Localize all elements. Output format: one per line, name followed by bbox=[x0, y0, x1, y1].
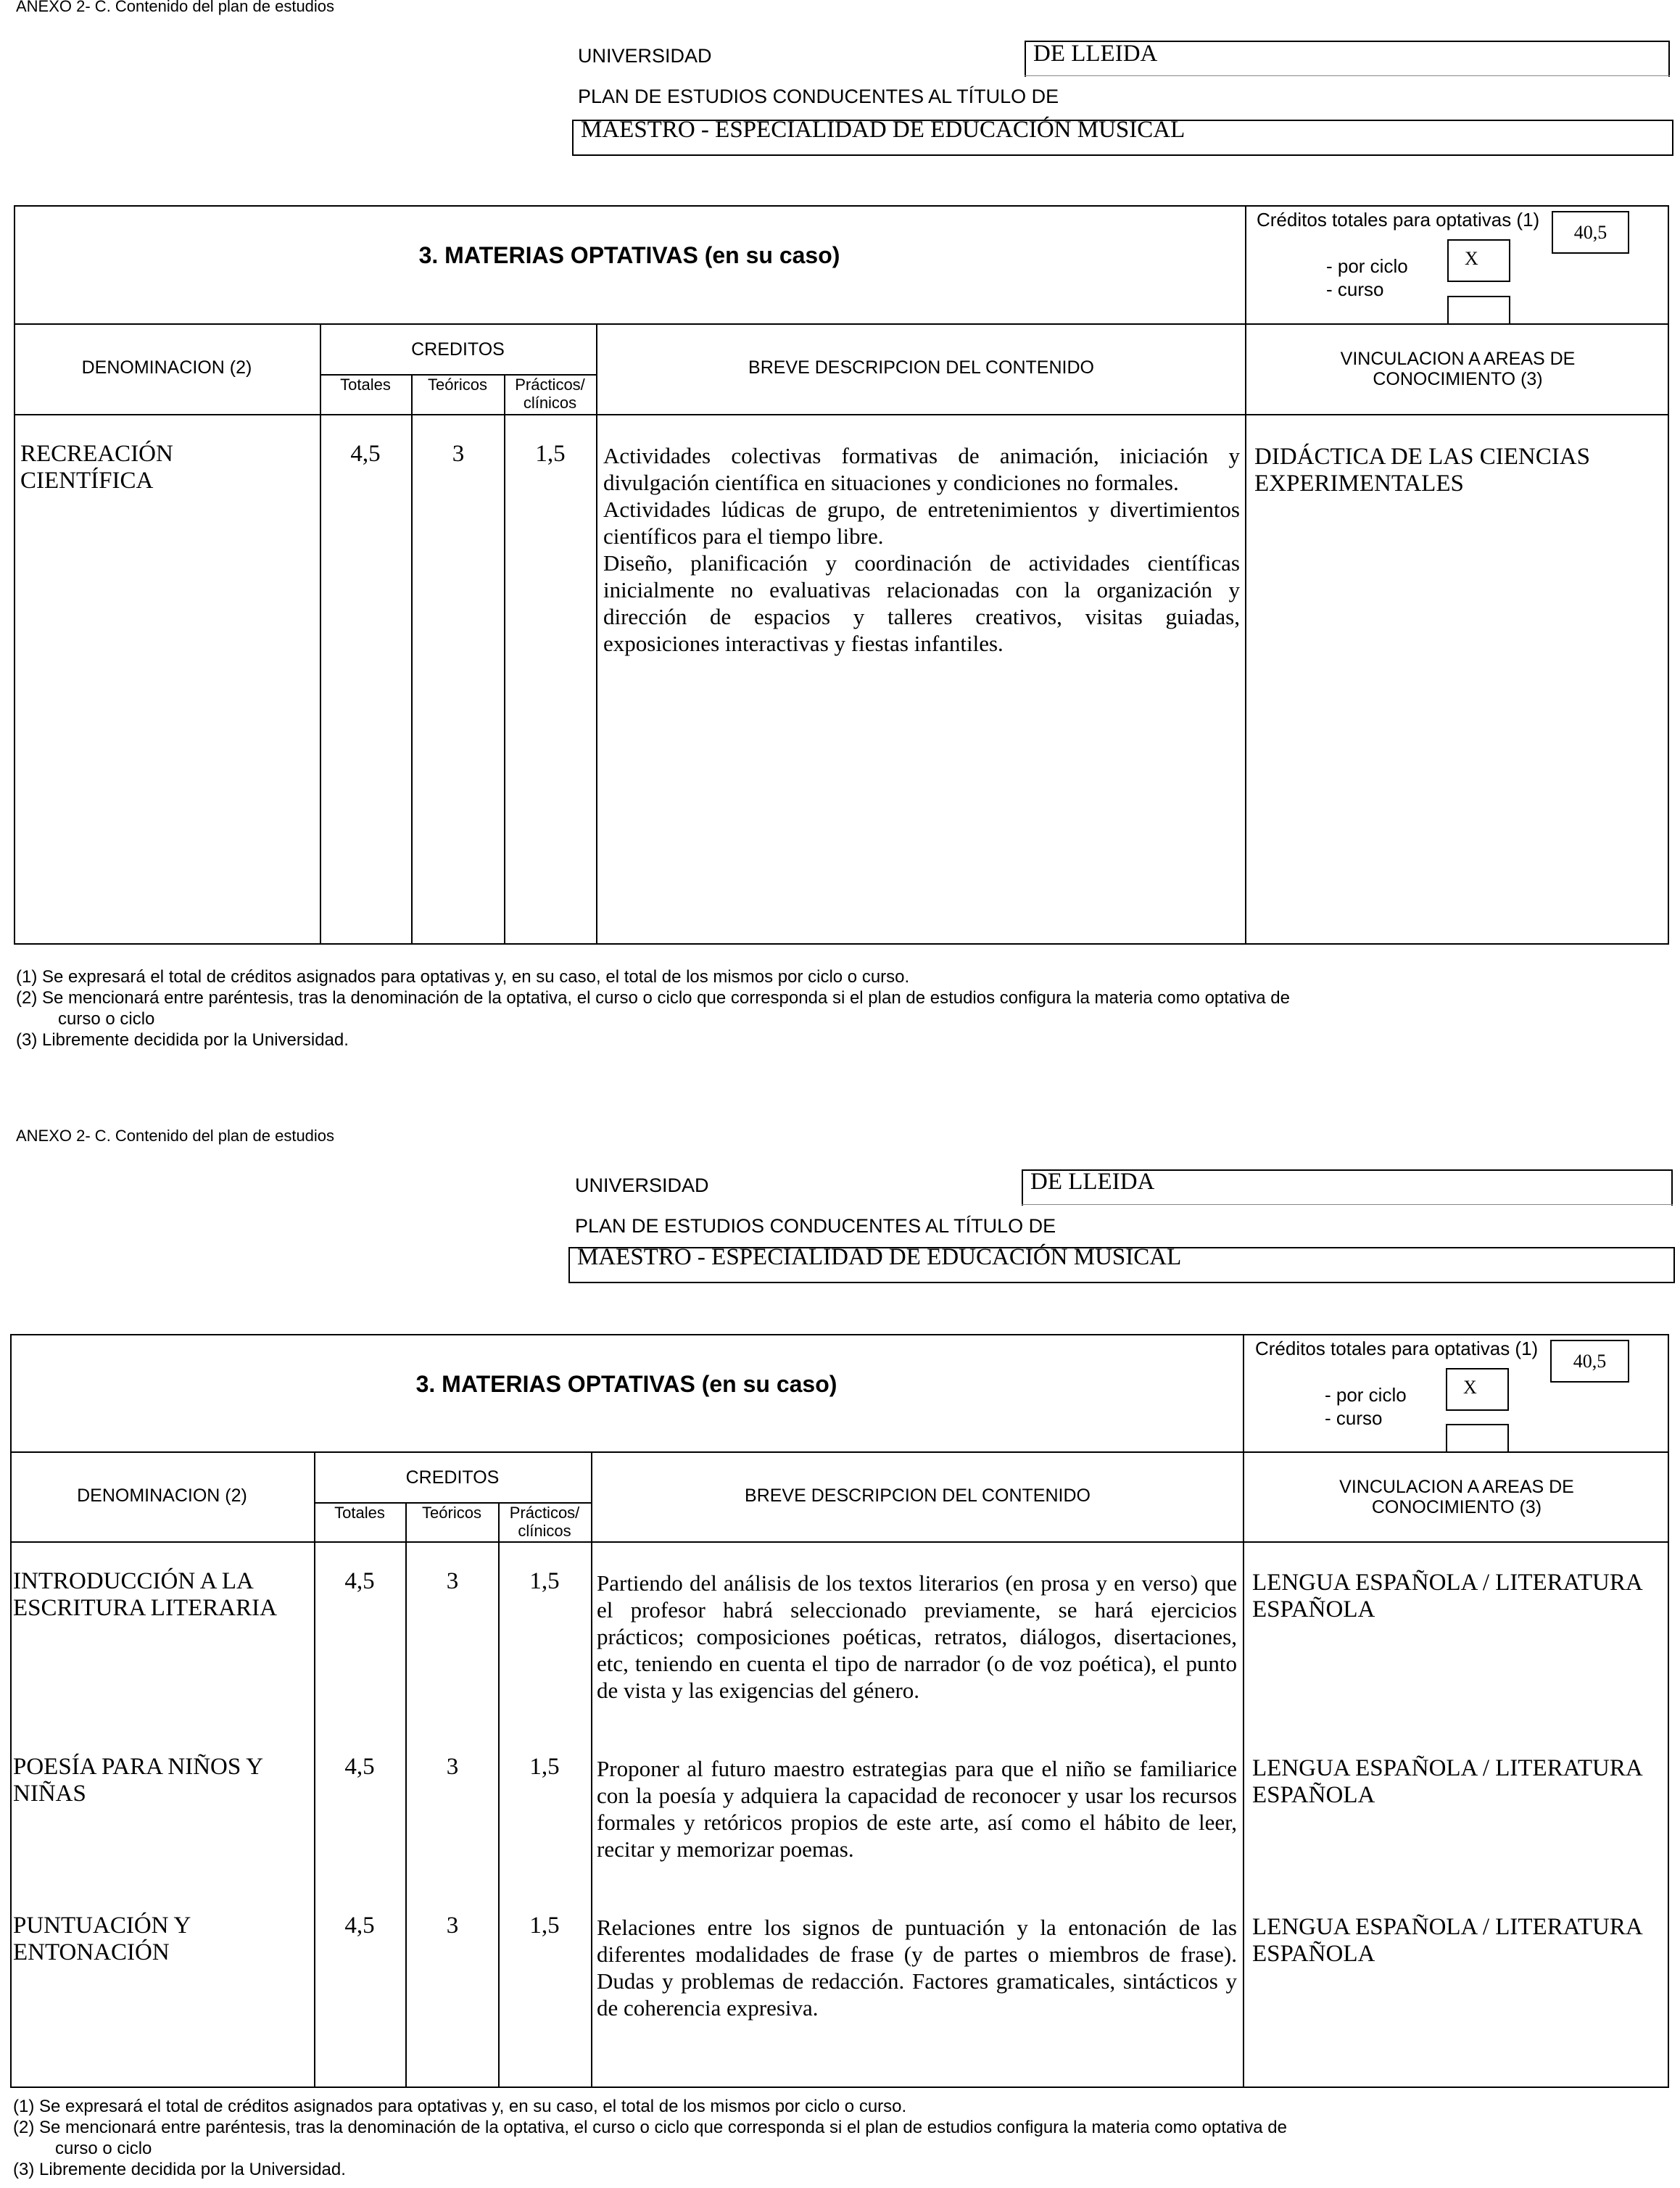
titulo-value: MAESTRO - ESPECIALIDAD DE EDUCACIÓN MUSICAL bbox=[581, 117, 1185, 143]
creditos-totales-label: Créditos totales para optativas (1) bbox=[1255, 1338, 1539, 1359]
row-descripcion: Partiendo del análisis de los textos literarios (en prosa y en verso) que el profesor habrá seleccionado previamente, se hará ejercicios prácticos; composiciones poéticas, retratos, diálogos, disertaciones, etc, teniendo en cuenta el tipo de narrador (o de voz poética), el punto de vista y las exigencias del género. bbox=[597, 1570, 1237, 1703]
row-vinculacion: DIDÁCTICA DE LAS CIENCIAS EXPERIMENTALES bbox=[1254, 444, 1590, 497]
plan-label: PLAN DE ESTUDIOS CONDUCENTES AL TÍTULO DE bbox=[578, 86, 1059, 107]
row-teoricos: 3 bbox=[446, 1913, 459, 1939]
header-descripcion: BREVE DESCRIPCION DEL CONTENIDO bbox=[745, 1485, 1091, 1506]
header-clinicos: clínicos bbox=[523, 394, 577, 412]
footnote-2-cont: curso o ciclo bbox=[58, 1009, 155, 1029]
header-conocimiento: CONOCIMIENTO (3) bbox=[1371, 1497, 1542, 1517]
annex-label: ANEXO 2- C. Contenido del plan de estudios bbox=[16, 1127, 335, 1145]
header-clinicos: clínicos bbox=[518, 1522, 571, 1540]
creditos-totales-box: 40,5 bbox=[1550, 1340, 1629, 1383]
header-denominacion: DENOMINACION (2) bbox=[77, 1485, 247, 1506]
header-creditos: CREDITOS bbox=[411, 339, 505, 360]
curso-label: - curso bbox=[1326, 278, 1384, 300]
row-practicos: 1,5 bbox=[529, 1568, 560, 1594]
universidad-label: UNIVERSIDAD bbox=[575, 1174, 709, 1196]
footnote-2: (2) Se mencionará entre paréntesis, tras la denominación de la optativa, el curso o ciclo que corresponda si el plan de estudios configura la materia como optativa de bbox=[16, 988, 1290, 1008]
section-title: 3. MATERIAS OPTATIVAS (en su caso) bbox=[418, 242, 840, 268]
section-title: 3. MATERIAS OPTATIVAS (en su caso) bbox=[415, 1371, 837, 1397]
row-descripcion: Actividades colectivas formativas de animación, iniciación y divulgación científica en situaciones y condiciones no formales. Actividades lúdicas de grupo, de entretenimientos y divertimientos científicos para el tiempo libre. Diseño, planificación y coordinación de actividades científicas inicialmente no evaluativas relacionadas con la organización y dirección de espacios y talleres creativos, visitas guiadas, exposiciones interactivas y fiestas infantiles. bbox=[603, 443, 1240, 656]
plan-label: PLAN DE ESTUDIOS CONDUCENTES AL TÍTULO DE bbox=[575, 1215, 1056, 1237]
row-teoricos: 3 bbox=[452, 441, 465, 467]
row-practicos: 1,5 bbox=[529, 1913, 560, 1939]
header-denominacion: DENOMINACION (2) bbox=[81, 357, 252, 378]
row-vinculacion: LENGUA ESPAÑOLA / LITERATURA ESPAÑOLA bbox=[1252, 1914, 1642, 1967]
curso-box bbox=[1447, 296, 1510, 325]
row-denominacion: PUNTUACIÓN Y ENTONACIÓN bbox=[13, 1913, 191, 1965]
creditos-totales-box: 40,5 bbox=[1552, 211, 1629, 254]
footnote-2: (2) Se mencionará entre paréntesis, tras la denominación de la optativa, el curso o ciclo que corresponda si el plan de estudios configura la materia como optativa de bbox=[13, 2118, 1287, 2137]
row-teoricos: 3 bbox=[446, 1754, 459, 1780]
header-conocimiento: CONOCIMIENTO (3) bbox=[1373, 369, 1543, 389]
row-vinculacion: LENGUA ESPAÑOLA / LITERATURA ESPAÑOLA bbox=[1252, 1755, 1642, 1808]
footnote-1: (1) Se expresará el total de créditos asignados para optativas y, en su caso, el total de los mismos por ciclo o curso. bbox=[16, 967, 910, 987]
row-totales: 4,5 bbox=[344, 1568, 375, 1594]
header-creditos: CREDITOS bbox=[405, 1467, 500, 1488]
footnote-3: (3) Libremente decidida por la Universidad. bbox=[16, 1030, 349, 1050]
row-vinculacion: LENGUA ESPAÑOLA / LITERATURA ESPAÑOLA bbox=[1252, 1570, 1642, 1623]
universidad-value: DE LLEIDA bbox=[1033, 41, 1158, 67]
por-ciclo-label: - por ciclo bbox=[1325, 1384, 1407, 1406]
footnote-1: (1) Se expresará el total de créditos asignados para optativas y, en su caso, el total de los mismos por ciclo o curso. bbox=[13, 2097, 907, 2116]
header-teoricos: Teóricos bbox=[428, 376, 487, 394]
universidad-label: UNIVERSIDAD bbox=[578, 45, 712, 67]
header-descripcion: BREVE DESCRIPCION DEL CONTENIDO bbox=[748, 357, 1094, 378]
header-totales: Totales bbox=[334, 1504, 385, 1522]
header-practicos: Prácticos/ bbox=[515, 376, 585, 394]
creditos-totales-label: Créditos totales para optativas (1) bbox=[1257, 209, 1540, 231]
por-ciclo-box: X bbox=[1447, 239, 1510, 282]
header-totales: Totales bbox=[340, 376, 391, 394]
footnote-2-cont: curso o ciclo bbox=[55, 2139, 152, 2158]
annex-label: ANEXO 2- C. Contenido del plan de estudios bbox=[16, 0, 335, 15]
curso-label: - curso bbox=[1325, 1407, 1383, 1429]
row-practicos: 1,5 bbox=[529, 1754, 560, 1780]
row-denominacion: RECREACIÓN CIENTÍFICA bbox=[20, 441, 173, 494]
row-descripcion: Relaciones entre los signos de puntuación y la entonación de las diferentes modalidades de frase (y de partes o miembros de frase). Dudas y problemas de redacción. Factores gramaticales, sintácticos y de coherencia expresiva. bbox=[597, 1915, 1237, 2021]
header-vinculacion: VINCULACION A AREAS DE bbox=[1339, 1477, 1574, 1497]
row-totales: 4,5 bbox=[344, 1913, 375, 1939]
curso-box bbox=[1446, 1424, 1509, 1453]
row-teoricos: 3 bbox=[446, 1568, 459, 1594]
row-descripcion: Proponer al futuro maestro estrategias para que el niño se familiarice con la poesía y adquiera la capacidad de reconocer y usar los recursos formales y retóricos propios de este arte, así como el hábito de leer, recitar y memorizar poemas. bbox=[597, 1756, 1237, 1862]
por-ciclo-label: - por ciclo bbox=[1326, 255, 1408, 277]
footnote-3: (3) Libremente decidida por la Universidad. bbox=[13, 2160, 346, 2179]
row-practicos: 1,5 bbox=[535, 441, 566, 467]
titulo-value: MAESTRO - ESPECIALIDAD DE EDUCACIÓN MUSICAL bbox=[577, 1244, 1182, 1270]
row-totales: 4,5 bbox=[344, 1754, 375, 1780]
header-practicos: Prácticos/ bbox=[509, 1504, 580, 1522]
por-ciclo-box: X bbox=[1446, 1368, 1509, 1411]
header-vinculacion: VINCULACION A AREAS DE bbox=[1340, 349, 1576, 369]
row-denominacion: INTRODUCCIÓN A LA ESCRITURA LITERARIA bbox=[13, 1568, 277, 1621]
row-denominacion: POESÍA PARA NIÑOS Y NIÑAS bbox=[13, 1754, 262, 1807]
header-teoricos: Teóricos bbox=[422, 1504, 481, 1522]
universidad-value: DE LLEIDA bbox=[1030, 1169, 1155, 1195]
row-totales: 4,5 bbox=[350, 441, 381, 467]
